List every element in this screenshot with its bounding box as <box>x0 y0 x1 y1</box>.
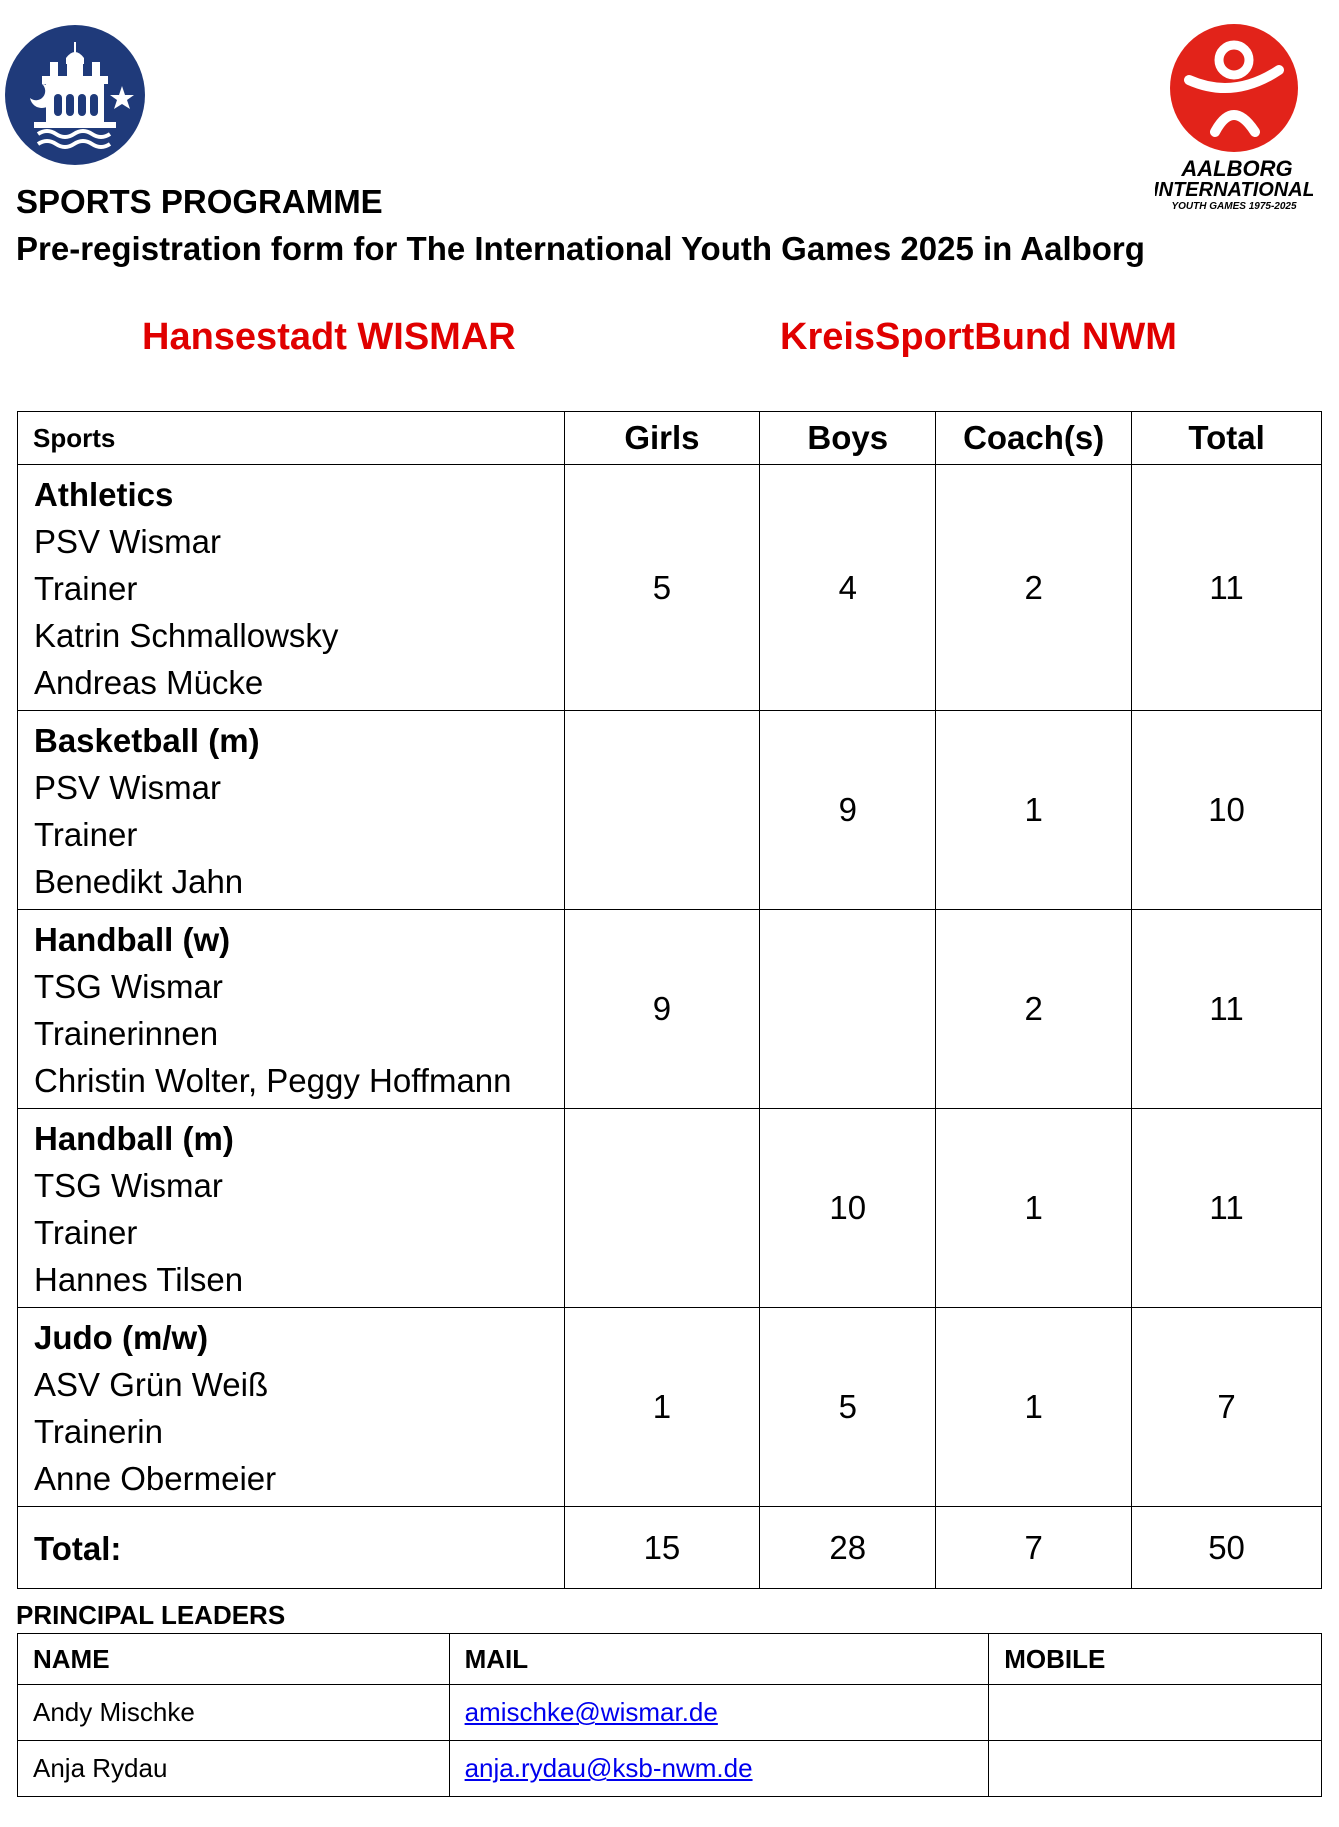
coach-name: Anne Obermeier <box>34 1460 277 1497</box>
sport-name: Basketball (m) <box>34 722 260 759</box>
table-row <box>18 465 1322 711</box>
club-name: ASV Grün Weiß <box>34 1366 269 1403</box>
boys-count <box>760 910 936 1109</box>
coach-name: Andreas Mücke <box>34 664 264 701</box>
document-subtitle: Pre-registration form for The International Youth Games 2025 in Aalborg <box>16 230 1145 267</box>
leaders-header-row <box>18 1634 1322 1685</box>
total-count: 11 <box>1132 910 1322 1109</box>
coach-count: 1 <box>936 1308 1132 1507</box>
leader-mail-link[interactable]: amischke@wismar.de <box>464 1697 718 1727</box>
sport-cell <box>18 1109 565 1308</box>
header-boys: Boys <box>760 412 936 465</box>
club-name: TSG Wismar <box>34 1167 223 1204</box>
table-row <box>18 711 1322 910</box>
coach-count: 1 <box>936 1109 1132 1308</box>
aalborg-games-icon <box>1155 22 1313 212</box>
header-name: NAME <box>18 1634 450 1685</box>
sports-table <box>17 411 1322 1589</box>
coach-count: 2 <box>936 465 1132 711</box>
club-name: PSV Wismar <box>34 769 222 806</box>
girls-count: 9 <box>564 910 760 1109</box>
total-girls: 15 <box>564 1507 760 1589</box>
organization-right: KreisSportBund NWM <box>780 316 1177 358</box>
leaders-table <box>17 1633 1322 1797</box>
sport-name: Handball (m) <box>34 1120 234 1157</box>
girls-count: 1 <box>564 1308 760 1507</box>
leader-mobile <box>989 1685 1322 1741</box>
aalborg-logo-line3: YOUTH GAMES 1975-2025 <box>1171 201 1297 212</box>
girls-count: 5 <box>564 465 760 711</box>
total-count: 7 <box>1132 1308 1322 1507</box>
grand-total: 50 <box>1132 1507 1322 1589</box>
wismar-city-seal-logo <box>4 24 146 166</box>
leader-name: Andy Mischke <box>18 1685 450 1741</box>
sports-table-header-row <box>18 412 1322 465</box>
coach-role: Trainerin <box>34 1413 163 1450</box>
wismar-seal-icon <box>4 24 146 166</box>
total-coaches: 7 <box>936 1507 1132 1589</box>
sport-cell <box>18 711 565 910</box>
leader-mail-cell <box>449 1741 989 1797</box>
document-title: SPORTS PROGRAMME <box>16 183 383 220</box>
totals-label: Total: <box>34 1530 122 1567</box>
coach-count: 1 <box>936 711 1132 910</box>
boys-count: 9 <box>760 711 936 910</box>
aalborg-logo-line1: AALBORG <box>1181 156 1293 181</box>
header-mobile: MOBILE <box>989 1634 1322 1685</box>
aalborg-games-logo <box>1155 22 1313 212</box>
totals-row <box>18 1507 1322 1589</box>
coach-count: 2 <box>936 910 1132 1109</box>
coach-name: Hannes Tilsen <box>34 1261 244 1298</box>
leader-name: Anja Rydau <box>18 1741 450 1797</box>
total-count: 10 <box>1132 711 1322 910</box>
table-row <box>18 910 1322 1109</box>
table-row <box>18 1308 1322 1507</box>
totals-label-cell <box>18 1507 565 1589</box>
header-mail: MAIL <box>449 1634 989 1685</box>
sport-name: Athletics <box>34 476 174 513</box>
header-girls: Girls <box>564 412 760 465</box>
header-total: Total <box>1132 412 1322 465</box>
total-boys: 28 <box>760 1507 936 1589</box>
header-coaches: Coach(s) <box>936 412 1132 465</box>
coach-role: Trainer <box>34 570 138 607</box>
header-sports: Sports <box>18 412 565 465</box>
organization-left: Hansestadt WISMAR <box>142 316 516 358</box>
aalborg-logo-line2: INTERNATIONAL <box>1155 179 1313 201</box>
table-row <box>18 1741 1322 1797</box>
coach-role: Trainer <box>34 1214 138 1251</box>
leaders-heading: PRINCIPAL LEADERS <box>16 1600 286 1630</box>
sport-cell <box>18 465 565 711</box>
sport-cell <box>18 910 565 1109</box>
leader-mail-cell <box>449 1685 989 1741</box>
total-count: 11 <box>1132 465 1322 711</box>
club-name: TSG Wismar <box>34 968 223 1005</box>
club-name: PSV Wismar <box>34 523 222 560</box>
coach-role: Trainer <box>34 816 138 853</box>
coach-name: Christin Wolter, Peggy Hoffmann <box>34 1062 512 1099</box>
sport-name: Handball (w) <box>34 921 231 958</box>
boys-count: 10 <box>760 1109 936 1308</box>
total-count: 11 <box>1132 1109 1322 1308</box>
table-row <box>18 1685 1322 1741</box>
girls-count <box>564 711 760 910</box>
coach-role: Trainerinnen <box>34 1015 219 1052</box>
leader-mail-link[interactable]: anja.rydau@ksb-nwm.de <box>464 1753 753 1783</box>
sport-name: Judo (m/w) <box>34 1319 209 1356</box>
leader-mobile <box>989 1741 1322 1797</box>
girls-count <box>564 1109 760 1308</box>
coach-name: Benedikt Jahn <box>34 863 244 900</box>
boys-count: 4 <box>760 465 936 711</box>
sport-cell <box>18 1308 565 1507</box>
boys-count: 5 <box>760 1308 936 1507</box>
table-row <box>18 1109 1322 1308</box>
coach-name: Katrin Schmallowsky <box>34 617 339 654</box>
